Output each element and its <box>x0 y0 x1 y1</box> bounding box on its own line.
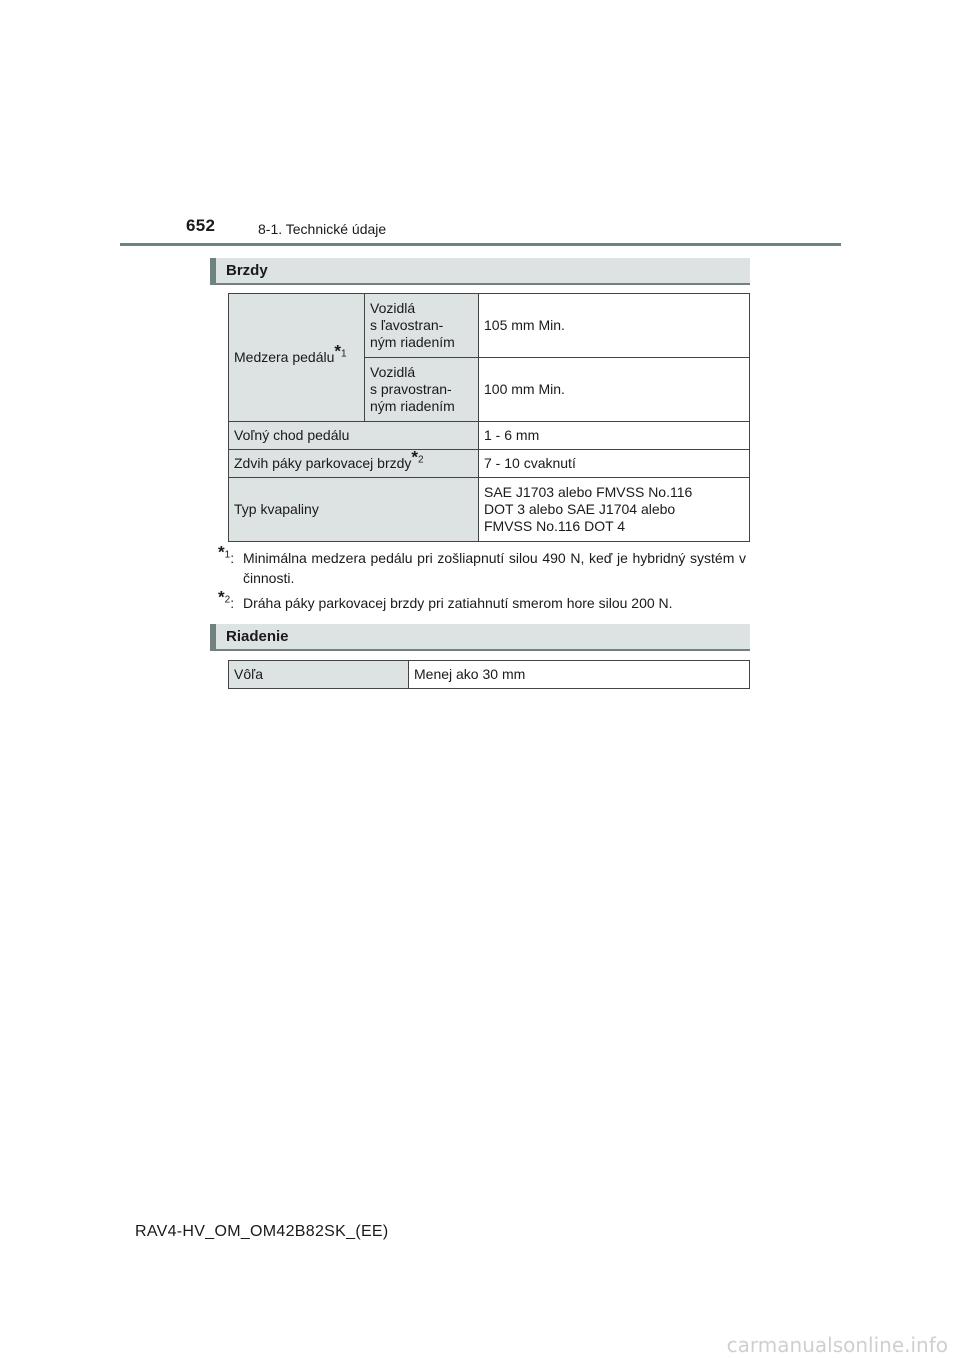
rhd-label-line: ným riadením <box>370 398 455 414</box>
brakes-table <box>228 293 750 542</box>
section-label: 8-1. Technické údaje <box>258 221 387 237</box>
footnote-mark: *$^2$: <box>218 587 235 611</box>
heading-bar <box>210 258 216 283</box>
lhd-label-line: ným riadením <box>370 334 455 350</box>
pedal-clearance-label <box>229 294 365 422</box>
table-row <box>229 478 750 542</box>
fluid-value-line: FMVSS No.116 DOT 4 <box>484 518 626 534</box>
pedal-clearance-label-text: Medzera pedálu <box>234 349 335 365</box>
footnote-ref: 1 <box>341 348 347 360</box>
footnote-mark: *$^1$: <box>218 542 235 566</box>
brakes-heading <box>210 258 750 285</box>
fluid-value-line: DOT 3 alebo SAE J1704 alebo <box>484 501 676 517</box>
lhd-label-line: s ľavostran- <box>370 317 444 333</box>
page-number: 652 <box>186 216 216 235</box>
parking-travel-value: 7 - 10 cvaknutí <box>479 450 750 478</box>
steering-play-value: Menej ako 30 mm <box>409 661 750 689</box>
document-code: RAV4-HV_OM_OM42B82SK_(EE) <box>135 1223 389 1240</box>
parking-travel-label <box>229 447 479 478</box>
parking-travel-label-text: Zdvih páky parkovacej brzdy <box>234 455 412 471</box>
fluid-label: Typ kvapaliny <box>229 478 479 542</box>
rhd-value: 100 mm Min. <box>479 358 750 422</box>
footnote-star: * <box>411 447 419 467</box>
fluid-value <box>479 478 750 542</box>
steering-heading <box>210 624 750 651</box>
lhd-label <box>365 294 479 358</box>
footnote-text: Minimálna medzera pedálu pri zošliapnutí silou 490 N, keď je hybridný systém v činnosti. <box>243 550 746 586</box>
footnote-text: Dráha páky parkovacej brzdy pri zatiahnutí smerom hore silou 200 N. <box>243 595 673 611</box>
watermark[interactable]: carmanualsonline.info <box>726 1333 948 1357</box>
footnote-star: * <box>334 341 342 361</box>
rhd-label <box>365 358 479 422</box>
fluid-value-line: SAE J1703 alebo FMVSS No.116 <box>484 484 693 500</box>
steering-table <box>228 660 750 689</box>
lhd-value: 105 mm Min. <box>479 294 750 358</box>
brakes-heading-title: Brzdy <box>226 262 268 279</box>
table-row <box>229 422 750 450</box>
lhd-label-line: Vozidlá <box>370 300 416 316</box>
table-row <box>229 294 750 358</box>
free-play-value: 1 - 6 mm <box>479 422 750 450</box>
free-play-label: Voľný chod pedálu <box>229 422 479 450</box>
rhd-label-line: Vozidlá <box>370 364 416 380</box>
heading-bar <box>210 624 216 649</box>
footnote-2 <box>218 587 746 613</box>
header-rule <box>120 243 841 246</box>
rhd-label-line: s pravostran- <box>370 381 452 397</box>
steering-play-label: Vôľa <box>229 661 409 689</box>
steering-heading-title: Riadenie <box>226 628 289 645</box>
table-row <box>229 661 750 689</box>
table-row <box>229 450 750 478</box>
footnote-1 <box>218 542 746 588</box>
footnote-ref: 2 <box>418 454 424 466</box>
